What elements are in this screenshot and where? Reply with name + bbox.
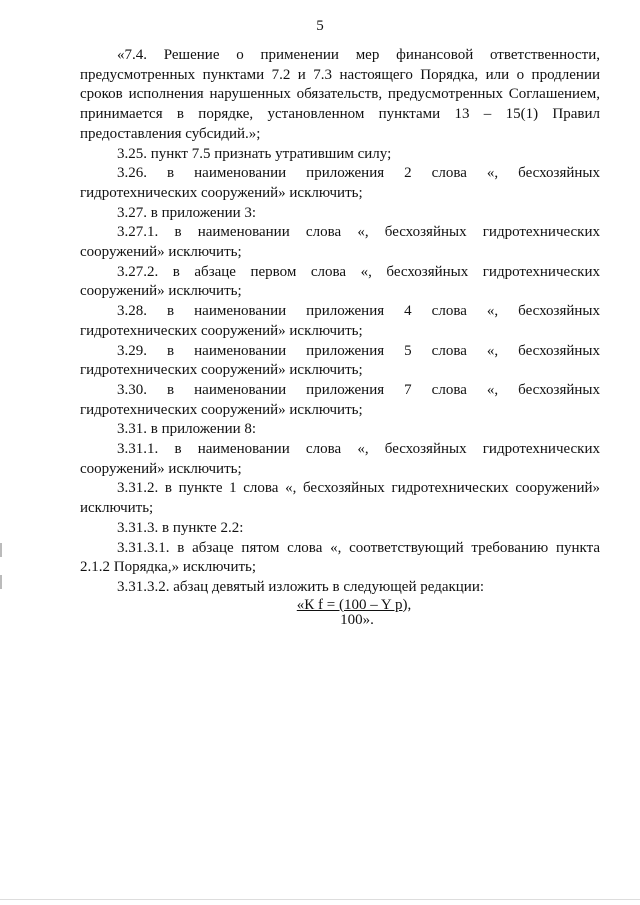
paragraph-3-31: 3.31. в приложении 8: bbox=[117, 421, 257, 438]
paragraph-3-31-2: 3.31.2. в пункте 1 слова «, бесхозяйных гидротехнических сооружений» исключить; bbox=[80, 480, 600, 517]
formula-denominator: 100». bbox=[340, 611, 374, 628]
page-number: 5 bbox=[316, 18, 324, 34]
paragraph-3-29: 3.29. в наименовании приложения 5 слова «, бесхозяйных гидротехнических сооружений» исключить; bbox=[80, 342, 600, 379]
paragraph-3-27-1: 3.27.1. в наименовании слова «, бесхозяйных гидротехнических сооружений» исключить; bbox=[80, 224, 600, 261]
scan-edge-mark bbox=[0, 543, 2, 557]
paragraph-3-26: 3.26. в наименовании приложения 2 слова «, бесхозяйных гидротехнических сооружений» исключить; bbox=[80, 165, 600, 201]
scan-bottom-edge bbox=[0, 899, 640, 900]
paragraph-3-31-3-2: 3.31.3.2. абзац девятый изложить в следующей редакции: bbox=[117, 578, 485, 595]
scan-edge-mark bbox=[0, 575, 2, 589]
paragraph-3-28: 3.28. в наименовании приложения 4 слова «, бесхозяйных гидротехнических сооружений» исключить; bbox=[80, 303, 600, 339]
formula-numerator: «К f = (100 – Y p), bbox=[296, 596, 412, 613]
document-body bbox=[80, 46, 600, 628]
paragraph-3-27-2: 3.27.2. в абзаце первом слова «, бесхозяйных гидротехнических сооружений» исключить; bbox=[80, 263, 600, 300]
paragraph-3-31-3: 3.31.3. в пункте 2.2: bbox=[117, 519, 244, 536]
paragraph-3-27: 3.27. в приложении 3: bbox=[117, 204, 257, 221]
paragraph-3-25: 3.25. пункт 7.5 признать утратившим силу; bbox=[117, 145, 392, 162]
formula bbox=[80, 598, 600, 628]
paragraph-3-31-3-1: 3.31.3.1. в абзаце пятом слова «, соответствующий требованию пункта 2.1.2 Порядка,» исключить; bbox=[80, 539, 600, 576]
paragraph-3-30: 3.30. в наименовании приложения 7 слова «, бесхозяйных гидротехнических сооружений» исключить; bbox=[80, 381, 600, 418]
paragraph-3-31-1: 3.31.1. в наименовании слова «, бесхозяйных гидротехнических сооружений» исключить; bbox=[80, 441, 600, 477]
paragraph-7-4: «7.4. Решение о применении мер финансовой ответственности, предусмотренных пунктами 7.2 и 7.3 настоящего Порядка, или о продлении сроков исполнения нарушенных обязательств, предусмотренных Соглашением, принимается в порядке, установленном пунктами 13 – 15(1) Правил предоставления субсидий.»; bbox=[80, 47, 600, 142]
